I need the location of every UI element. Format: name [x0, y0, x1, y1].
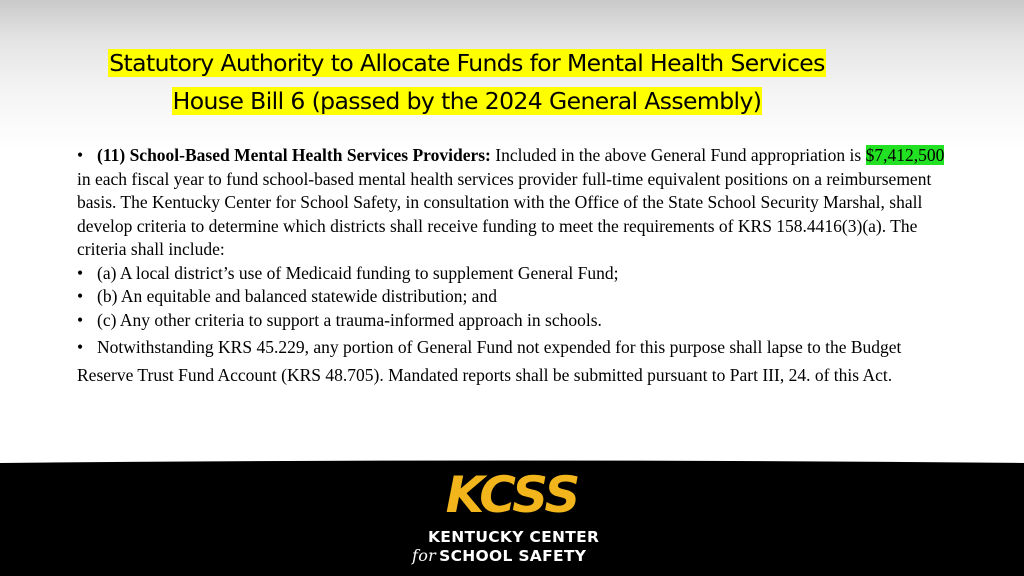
- bullet-icon: •: [77, 309, 84, 330]
- slide-title: [0, 44, 934, 120]
- bullet-icon: •: [77, 262, 84, 283]
- paragraph-school-based-providers: [77, 144, 957, 262]
- paragraph-lapse: • Notwithstanding KRS 45.229, any portion of General Fund not expended for this purpose shall lapse to the Budget Reserve Trust Fund Account (KRS 48.705). Mandated reports shall be submitted pursuant to Part III, 24. of this Act.: [77, 333, 957, 389]
- bullet-icon: •: [77, 337, 84, 357]
- logo-text-school-safety: for SCHOOL SAFETY: [412, 546, 587, 565]
- bullet-icon: •: [77, 286, 84, 306]
- provision-text-b: in each fiscal year to fund school-based mental health services provider full-time equivalent positions on a reimbursement basis. The Kentucky Center for School Safety, in consultation with the Office of the State School Security Marshal, shall develop criteria to determine which districts shall receive funding to meet the requirements of KRS 158.4416(3)(a). The criteria shall include:: [77, 168, 932, 259]
- provision-heading: (11) School-Based Mental Health Services Providers:: [97, 145, 491, 165]
- bullet-icon: •: [77, 145, 84, 165]
- logo-text-kentucky-center: KENTUCKY CENTER: [428, 528, 600, 546]
- amount-highlight: $7,412,500: [865, 145, 945, 165]
- kcss-logo: KCSS: [445, 466, 579, 524]
- criteria-item: • (c) Any other criteria to support a trauma-informed approach in schools.: [77, 309, 957, 333]
- criteria-item: • (a) A local district’s use of Medicaid funding to supplement General Fund;: [77, 262, 957, 286]
- logo-for: for: [412, 546, 437, 565]
- title-line-1: Statutory Authority to Allocate Funds for Mental Health Services: [109, 49, 825, 77]
- body-text: [77, 144, 957, 389]
- provision-text-a: Included in the above General Fund appropriation is: [490, 145, 866, 165]
- title-line-2: House Bill 6 (passed by the 2024 General Assembly): [172, 87, 762, 115]
- criteria-item: • (b) An equitable and balanced statewide distribution; and: [77, 285, 957, 309]
